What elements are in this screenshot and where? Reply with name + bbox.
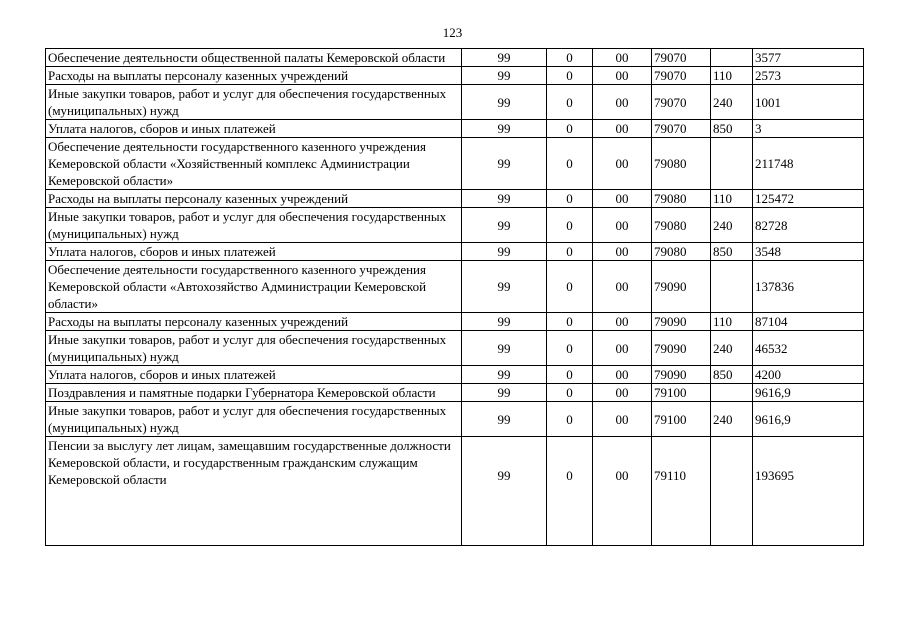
row-expense-type-cell: 110	[711, 190, 753, 208]
table-row	[46, 261, 864, 313]
table-row	[46, 313, 864, 331]
row-code-cell: 79100	[652, 402, 711, 437]
table-row	[46, 402, 864, 437]
row-expense-type-cell: 110	[711, 67, 753, 85]
row-sum-cell: 4200	[753, 366, 864, 384]
row-code-cell: 79080	[652, 190, 711, 208]
row-code-cell: 00	[593, 437, 652, 546]
budget-table	[45, 48, 864, 546]
row-sum-cell: 3577	[753, 49, 864, 67]
row-code-cell: 0	[547, 243, 593, 261]
row-code-cell: 99	[462, 313, 547, 331]
row-sum-cell: 3548	[753, 243, 864, 261]
row-code-cell: 99	[462, 384, 547, 402]
row-code-cell: 0	[547, 120, 593, 138]
row-expense-type-cell: 240	[711, 402, 753, 437]
row-name-cell: Уплата налогов, сборов и иных платежей	[46, 366, 462, 384]
row-code-cell: 99	[462, 138, 547, 190]
row-code-cell: 0	[547, 366, 593, 384]
table-row	[46, 384, 864, 402]
row-sum-cell: 82728	[753, 208, 864, 243]
table-body	[46, 49, 864, 546]
row-code-cell: 99	[462, 437, 547, 546]
row-sum-cell: 193695	[753, 437, 864, 546]
table-row	[46, 366, 864, 384]
row-code-cell: 99	[462, 243, 547, 261]
row-name-cell: Уплата налогов, сборов и иных платежей	[46, 120, 462, 138]
row-code-cell: 0	[547, 190, 593, 208]
row-code-cell: 79070	[652, 67, 711, 85]
row-name-cell: Обеспечение деятельности государственного казенного учреждения Кемеровской области «Автохозяйство Администрации Кемеровской области»	[46, 261, 462, 313]
row-code-cell: 0	[547, 384, 593, 402]
row-code-cell: 00	[593, 85, 652, 120]
row-code-cell: 0	[547, 49, 593, 67]
table-row	[46, 49, 864, 67]
row-code-cell: 79070	[652, 120, 711, 138]
row-sum-cell: 137836	[753, 261, 864, 313]
row-sum-cell: 9616,9	[753, 402, 864, 437]
row-name-cell: Уплата налогов, сборов и иных платежей	[46, 243, 462, 261]
row-name-cell: Расходы на выплаты персоналу казенных учреждений	[46, 190, 462, 208]
row-code-cell: 00	[593, 261, 652, 313]
row-sum-cell: 2573	[753, 67, 864, 85]
row-name-cell: Расходы на выплаты персоналу казенных учреждений	[46, 67, 462, 85]
row-code-cell: 00	[593, 138, 652, 190]
row-code-cell: 99	[462, 366, 547, 384]
row-code-cell: 0	[547, 437, 593, 546]
row-expense-type-cell	[711, 261, 753, 313]
row-sum-cell: 3	[753, 120, 864, 138]
row-code-cell: 99	[462, 49, 547, 67]
row-expense-type-cell	[711, 437, 753, 546]
row-expense-type-cell: 850	[711, 366, 753, 384]
row-sum-cell: 125472	[753, 190, 864, 208]
row-name-cell: Расходы на выплаты персоналу казенных учреждений	[46, 313, 462, 331]
row-code-cell: 79110	[652, 437, 711, 546]
row-code-cell: 79090	[652, 331, 711, 366]
table-row	[46, 437, 864, 546]
row-sum-cell: 1001	[753, 85, 864, 120]
row-expense-type-cell: 110	[711, 313, 753, 331]
row-expense-type-cell: 240	[711, 85, 753, 120]
row-name-cell: Пенсии за выслугу лет лицам, замещавшим государственные должности Кемеровской области, и государственным гражданским служащим Кемеровской области	[46, 437, 462, 546]
row-code-cell: 79070	[652, 49, 711, 67]
row-code-cell: 79090	[652, 313, 711, 331]
row-code-cell: 79080	[652, 138, 711, 190]
row-sum-cell: 46532	[753, 331, 864, 366]
row-code-cell: 00	[593, 120, 652, 138]
row-expense-type-cell: 240	[711, 331, 753, 366]
row-name-cell: Обеспечение деятельности государственного казенного учреждения Кемеровской области «Хозяйственный комплекс Администрации Кемеровской области»	[46, 138, 462, 190]
row-expense-type-cell: 850	[711, 120, 753, 138]
table-row	[46, 120, 864, 138]
table-row	[46, 331, 864, 366]
row-code-cell: 0	[547, 138, 593, 190]
row-code-cell: 00	[593, 243, 652, 261]
row-code-cell: 0	[547, 402, 593, 437]
row-name-cell: Поздравления и памятные подарки Губернатора Кемеровской области	[46, 384, 462, 402]
row-name-cell: Иные закупки товаров, работ и услуг для обеспечения государственных (муниципальных) нужд	[46, 85, 462, 120]
row-code-cell: 0	[547, 85, 593, 120]
row-code-cell: 00	[593, 313, 652, 331]
row-name-cell: Иные закупки товаров, работ и услуг для обеспечения государственных (муниципальных) нужд	[46, 331, 462, 366]
row-expense-type-cell: 850	[711, 243, 753, 261]
row-code-cell: 0	[547, 208, 593, 243]
row-code-cell: 99	[462, 120, 547, 138]
row-code-cell: 0	[547, 261, 593, 313]
row-sum-cell: 87104	[753, 313, 864, 331]
row-code-cell: 00	[593, 49, 652, 67]
table-row	[46, 67, 864, 85]
row-name-cell: Иные закупки товаров, работ и услуг для обеспечения государственных (муниципальных) нужд	[46, 208, 462, 243]
table-row	[46, 85, 864, 120]
row-code-cell: 99	[462, 261, 547, 313]
row-expense-type-cell	[711, 138, 753, 190]
table-row	[46, 243, 864, 261]
row-code-cell: 79080	[652, 208, 711, 243]
row-expense-type-cell	[711, 384, 753, 402]
row-code-cell: 99	[462, 402, 547, 437]
row-code-cell: 00	[593, 208, 652, 243]
row-sum-cell: 9616,9	[753, 384, 864, 402]
table-row	[46, 208, 864, 243]
row-expense-type-cell	[711, 49, 753, 67]
row-code-cell: 00	[593, 366, 652, 384]
page-number: 123	[442, 25, 463, 40]
row-code-cell: 79070	[652, 85, 711, 120]
row-code-cell: 99	[462, 67, 547, 85]
row-code-cell: 00	[593, 331, 652, 366]
row-name-cell: Иные закупки товаров, работ и услуг для обеспечения государственных (муниципальных) нужд	[46, 402, 462, 437]
row-code-cell: 00	[593, 384, 652, 402]
row-code-cell: 00	[593, 190, 652, 208]
row-code-cell: 79080	[652, 243, 711, 261]
row-code-cell: 79090	[652, 366, 711, 384]
row-code-cell: 99	[462, 331, 547, 366]
row-code-cell: 00	[593, 402, 652, 437]
row-expense-type-cell: 240	[711, 208, 753, 243]
table-row	[46, 138, 864, 190]
row-code-cell: 99	[462, 208, 547, 243]
row-code-cell: 99	[462, 190, 547, 208]
table-row	[46, 190, 864, 208]
row-name-cell: Обеспечение деятельности общественной палаты Кемеровской области	[46, 49, 462, 67]
row-code-cell: 00	[593, 67, 652, 85]
row-code-cell: 99	[462, 85, 547, 120]
row-sum-cell: 211748	[753, 138, 864, 190]
row-code-cell: 0	[547, 67, 593, 85]
row-code-cell: 79090	[652, 261, 711, 313]
row-code-cell: 0	[547, 313, 593, 331]
row-code-cell: 79100	[652, 384, 711, 402]
row-code-cell: 0	[547, 331, 593, 366]
